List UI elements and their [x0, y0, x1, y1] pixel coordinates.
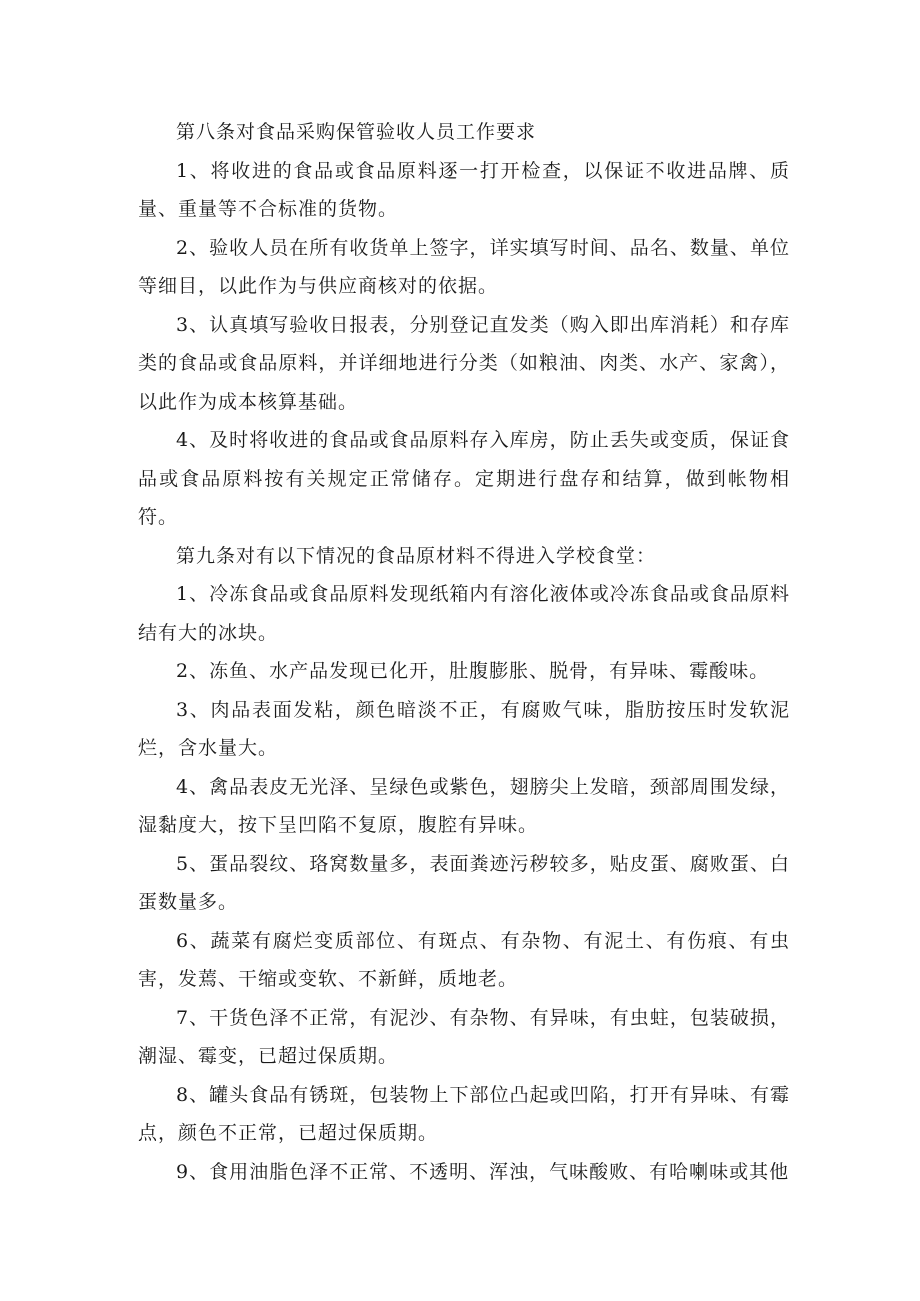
section-9-item-3: 3、肉品表面发粘，颜色暗淡不正，有腐败气味，脂肪按压时发软泥烂，含水量大。	[138, 698, 790, 759]
section-8-heading: 第八条对食品采购保管验收人员工作要求	[176, 121, 537, 143]
section-9-heading: 第九条对有以下情况的食品原材料不得进入学校食堂：	[176, 544, 657, 567]
section-9-item-9: 9、食用油脂色泽不正常、不透明、浑浊，气味酸败、有哈喇味或其他	[176, 1160, 790, 1183]
document-page	[138, 113, 790, 1191]
section-9-item-5: 5、蛋品裂纹、珞窝数量多，表面粪迹污秽较多，贴皮蛋、腐败蛋、白蛋数量多。	[138, 852, 790, 913]
section-9-item-2: 2、冻鱼、水产品发现已化开，肚腹膨胀、脱骨，有异味、霉酸味。	[176, 660, 770, 682]
section-8-item-4: 4、及时将收进的食品或食品原料存入库房，防止丢失或变质，保证食品或食品原料按有关规定正常储存。定期进行盘存和结算，做到帐物相符。	[138, 429, 790, 528]
section-9-item-4: 4、禽品表皮无光泽、呈绿色或紫色，翅膀尖上发暗，颈部周围发绿，湿黏度大，按下呈凹陷不复原，腹腔有异味。	[138, 775, 790, 836]
section-9-item-7: 7、干货色泽不正常，有泥沙、有杂物、有异味，有虫蛀，包装破损，潮湿、霉变，已超过保质期。	[138, 1006, 790, 1067]
section-8-item-1: 1、将收进的食品或食品原料逐一打开检查，以保证不收进品牌、质量、重量等不合标准的货物。	[138, 159, 790, 220]
section-8-item-2: 2、验收人员在所有收货单上签字，详实填写时间、品名、数量、单位等细目，以此作为与供应商核对的依据。	[138, 236, 790, 297]
section-9-item-6: 6、蔬菜有腐烂变质部位、有斑点、有杂物、有泥土、有伤痕、有虫害，发蔫、干缩或变软、不新鲜，质地老。	[138, 929, 790, 990]
section-9-item-8: 8、罐头食品有锈斑，包装物上下部位凸起或凹陷，打开有异味、有霉点，颜色不正常，已超过保质期。	[138, 1083, 790, 1144]
section-8-item-3: 3、认真填写验收日报表，分别登记直发类（购入即出库消耗）和存库类的食品或食品原料，并详细地进行分类（如粮油、肉类、水产、家禽），以此作为成本核算基础。	[138, 313, 790, 413]
section-9-item-1: 1、冷冻食品或食品原料发现纸箱内有溶化液体或冷冻食品或食品原料结有大的冰块。	[138, 583, 790, 644]
